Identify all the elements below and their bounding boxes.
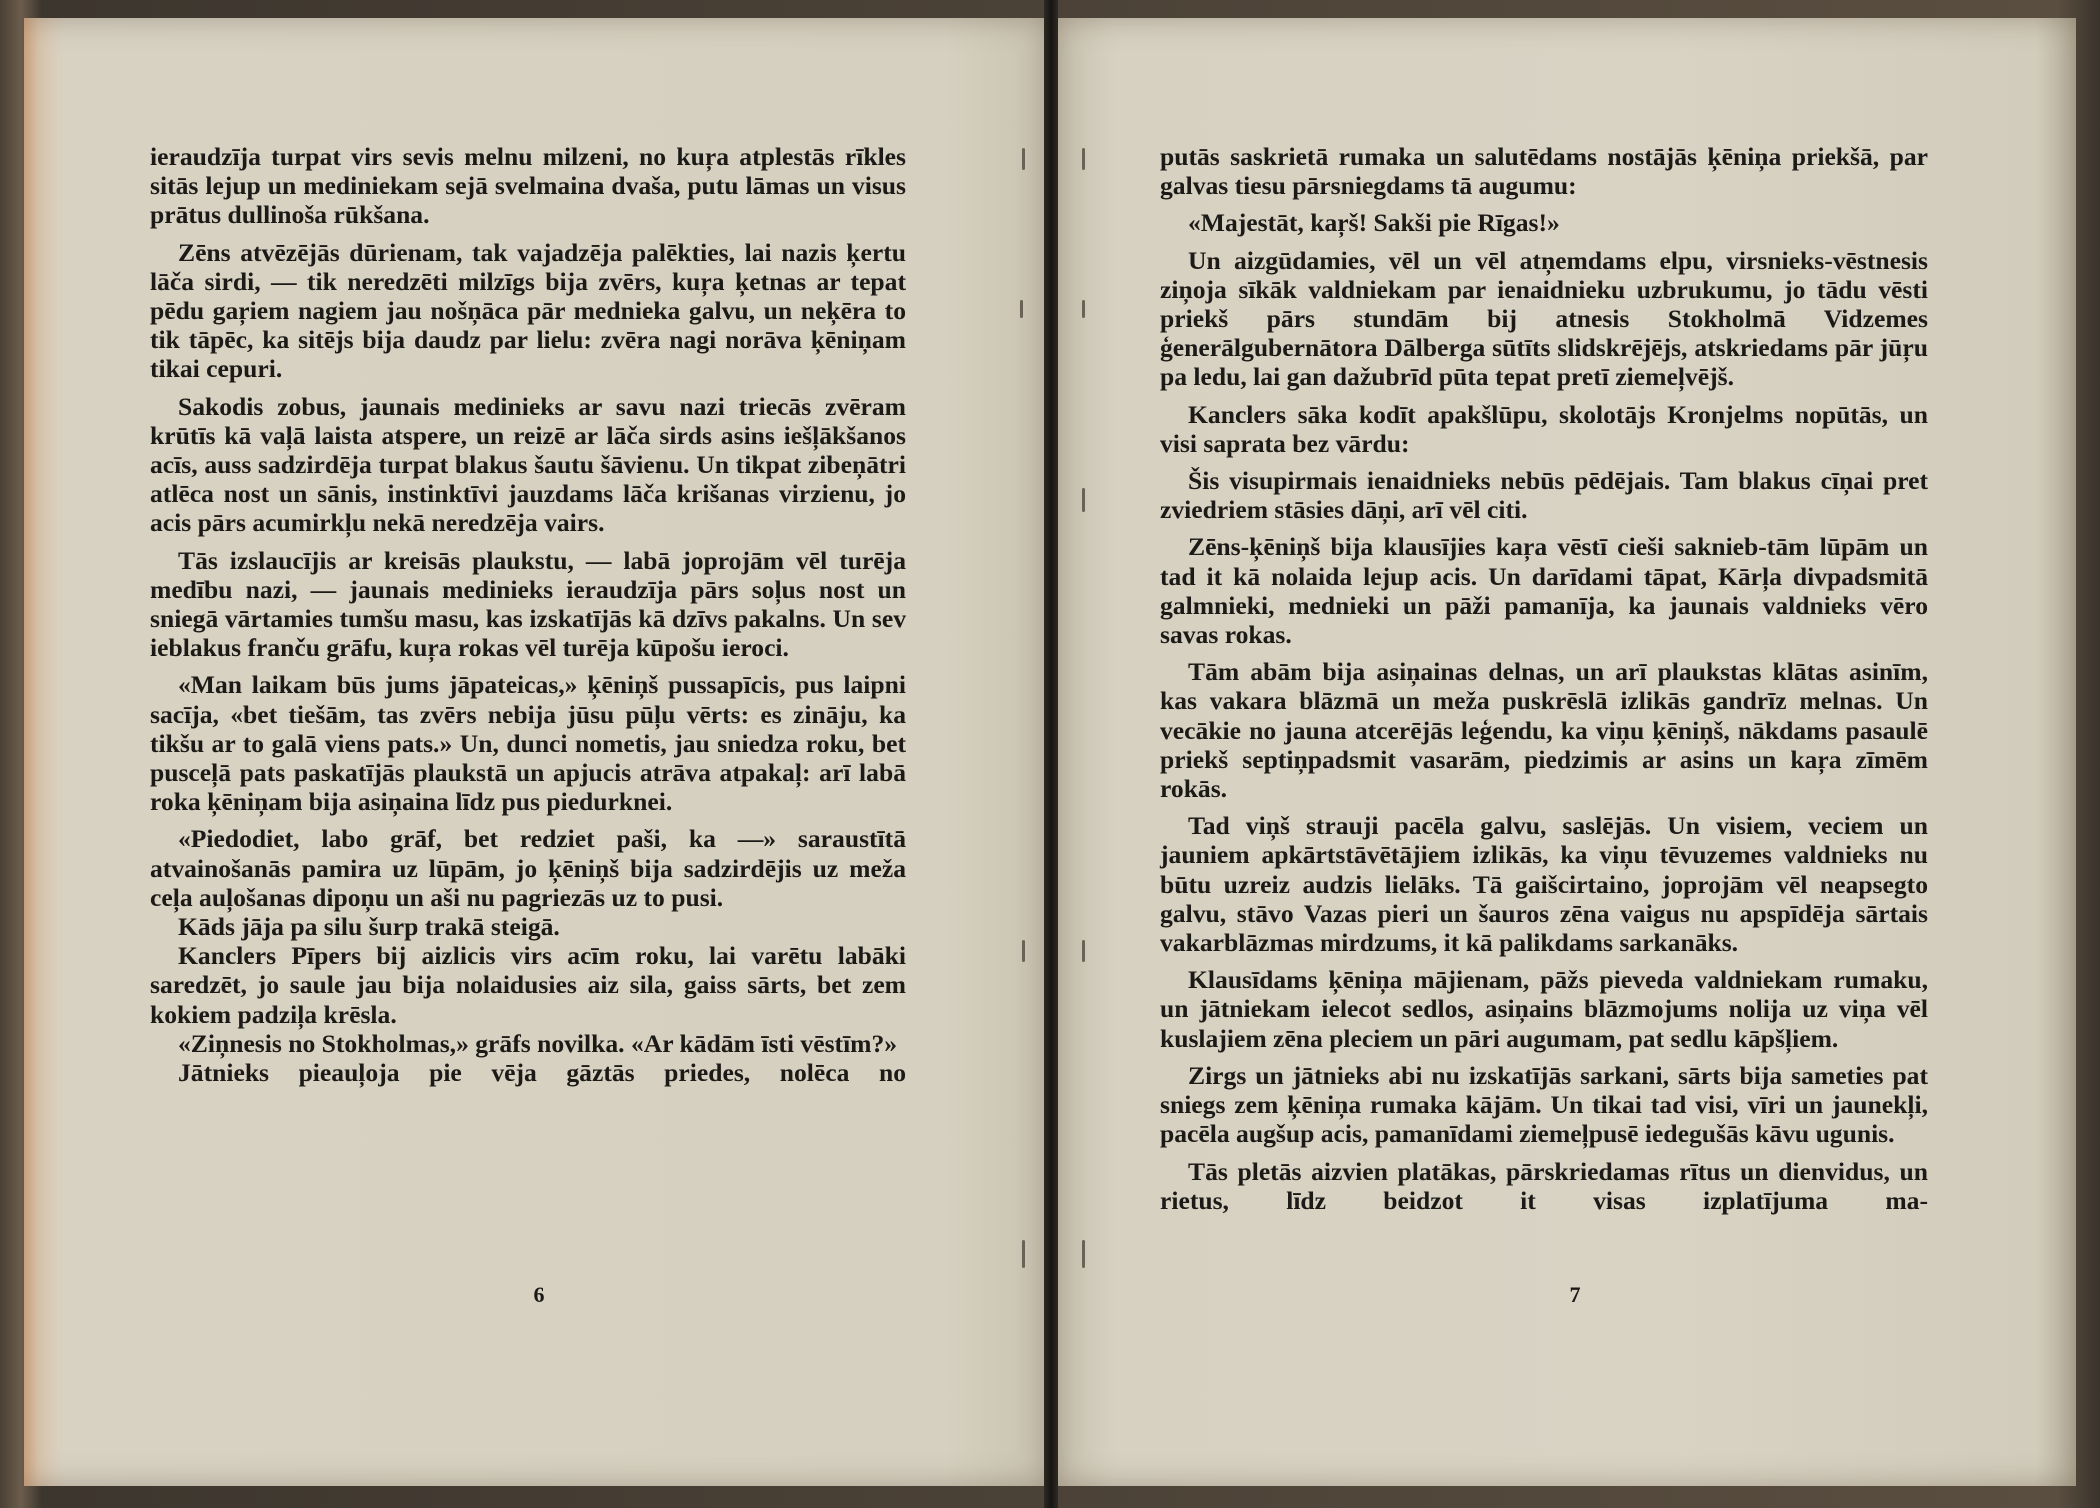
paragraph: Zēns-ķēniņš bija klausījies kaŗa vēstī cieši saknieb-tām lūpām un tad it kā nolaida lejup acis. Un darīdami tāpat, Kārļa divpadsmitā galmnieki, mednieki un pāži pamanīja, ka jaunais valdnieks vēro savas rokas. (1160, 532, 1928, 650)
paragraph: Klausīdams ķēniņa mājienam, pāžs pieveda valdniekam rumaku, un jātniekam ielecot sedlos, asiņains blāzmojums nolija uz viņa vēl kuslajiem zēna pleciem un pāri augumam, pat sedlu kāpšļiem. (1160, 965, 1928, 1053)
paragraph: «Ziņnesis no Stokholmas,» grāfs novilka. «Ar kādām īsti vēstīm?» (178, 1028, 898, 1058)
stitch-mark (1022, 940, 1025, 962)
paragraph: putās saskrietā rumaka un salutēdams nostājās ķēniņa priekšā, par galvas tiesu pārsniegdams tā augumu: (1160, 142, 1928, 201)
page-number-left: 6 (533, 1282, 545, 1307)
paragraph: Tām abām bija asiņainas delnas, un arī plaukstas klātas asinīm, kas vakara blāzmā un meža puskrēslā izlikās gandrīz melnas. Un vecākie no jauna atcerējās leģendu, ka viņu ķēniņš, nākdams pasaulē priekš septiņpadsmit vasarām, piedzimis ar asins un kaŗa zīmēm rokās. (1160, 657, 1928, 804)
right-page-text (1160, 142, 1928, 1215)
paragraph: Tās pletās aizvien platākas, pārskriedamas rītus un dienvidus, un rietus, līdz beidzot it visas izplatījuma ma- (1160, 1156, 1928, 1215)
paragraph: Zēns atvēzējās dūrienam, tak vajadzēja palēkties, lai nazis ķertu lāča sirdi, — tik neredzēti milzīgs bija zvērs, kuŗa ķetnas ar tepat pēdu gaŗiem nagiem jau nošņāca pār mednieka galvu, un neķēra to tik tāpēc, ka sitējs bija daudz par lielu: zvēra nagi norāva ķēniņam tikai cepuri. (150, 237, 906, 384)
stitch-mark (1082, 148, 1085, 170)
paragraph: ieraudzīja turpat virs sevis melnu milzeni, no kuŗa atplestās rīkles sitās lejup un mediniekam sejā svelmaina dvaša, putu lāmas un visus prātus dullinoša rūkšana. (150, 142, 906, 230)
stitch-mark (1020, 300, 1023, 318)
paragraph: Tās izslaucījis ar kreisās plaukstu, — labā joprojām vēl turēja medību nazi, — jaunais medinieks ieraudzīja pārs soļus nost un sniegā vārtamies tumšu masu, kas izskatījās kā dzīvs pakalns. Un sev ieblakus franču grāfu, kuŗa rokas vēl turēja kūpošu ieroci. (150, 545, 906, 663)
stitch-mark (1022, 1240, 1025, 1268)
paragraph: Kanclers sāka kodīt apakšlūpu, skolotājs Kronjelms nopūtās, un visi saprata bez vārdu: (1160, 399, 1928, 458)
paragraph: Kāds jāja pa silu šurp trakā steigā. (178, 912, 560, 942)
book-gutter (1044, 0, 1058, 1508)
paragraph: Zirgs un jātnieks abi nu izskatījās sarkani, sārts bija sameties pat sniegs zem ķēniņa rumaka kājām. Un tikai tad visi, vīri un jaunekļi, pacēla augšup acis, pamanīdami ziemeļpusē iedegušās kāvu ugunis. (1160, 1060, 1928, 1149)
stitch-mark (1082, 488, 1085, 512)
paragraph: Šis visupirmais ienaidnieks nebūs pēdējais. Tam blakus cīņai pret zviedriem stāsies dāņi, arī vēl citi. (1160, 466, 1928, 525)
stitch-mark (1082, 940, 1085, 962)
page-number-right: 7 (1569, 1282, 1581, 1307)
paragraph: Sakodis zobus, jaunais medinieks ar savu nazi triecās zvēram krūtīs kā vaļā laista atspere, un reizē ar lāča sirds asins iešļākšanos acīs, auss sadzirdēja turpat blakus šautu šāvienu. Un tikpat zibeņātri atlēca nost un sānis, instinktīvi jauzdams lāča krišanas virzienu, jo acis pārs acumirkļu nekā neredzēja vairs. (150, 391, 906, 538)
paragraph: Un aizgūdamies, vēl un vēl atņemdams elpu, virsnieks-vēstnesis ziņoja sīkāk valdniekam par ienaidnieku uzbrukumu, jo tādu vēsti priekš pārs stundām bij atnesis Stokholmā Vidzemes ģenerālgubernātora Dālberga sūtīts slidskrējējs, atskriedams pār jūŗu pa ledu, lai gan dažubrīd pūta tepat pretī ziemeļvējš. (1160, 245, 1928, 392)
left-page-text (150, 142, 906, 1087)
paragraph: Tad viņš strauji pacēla galvu, saslējās. Un visiem, veciem un jauniem apkārtstāvētājiem izlikās, ka viņu tēvuzemes valdnieks nu būtu uzreiz audzis lielāks. Tā gaišcirtaino, joprojām vēl neapsegto galvu, stāvo Vazas pieri un šauros zēna vaigus nu apspīdēja sārtais vakarblāzmas mirdzums, it kā palikdams sarkanāks. (1160, 811, 1928, 958)
paragraph: Jātnieks pieauļoja pie vēja gāztās priedes, nolēca no (178, 1058, 906, 1088)
stitch-mark (1082, 1240, 1085, 1268)
stitch-mark (1022, 148, 1025, 170)
paragraph: Kanclers Pīpers bij aizlicis virs acīm roku, lai varētu labāki saredzēt, jo saule jau bija nolaidusies aiz sila, gaiss sārts, bet zem kokiem padziļa krēsla. (150, 941, 906, 1029)
paragraph: «Piedodiet, labo grāf, bet redziet paši, ka —» saraustītā atvainošanās pamira uz lūpām, jo ķēniņš bija sadzirdējis uz meža ceļa auļošanas dipoņu un aši nu pagriezās uz to pusi. (150, 824, 906, 912)
paragraph: «Man laikam būs jums jāpateicas,» ķēniņš pussapīcis, pus laipni sacīja, «bet tiešām, tas zvērs nebija jūsu pūļu vērts: es zināju, ka tikšu ar to galā viens pats.» Un, dunci nometis, jau sniedza roku, bet pusceļā pats paskatījās plaukstā un apjucis atrāva atpakaļ: arī labā roka ķēniņam bija asiņaina līdz pus piedurknei. (150, 670, 906, 817)
paragraph: «Majestāt, kaŗš! Sakši pie Rīgas!» (1188, 208, 1560, 238)
stitch-mark (1082, 300, 1085, 318)
